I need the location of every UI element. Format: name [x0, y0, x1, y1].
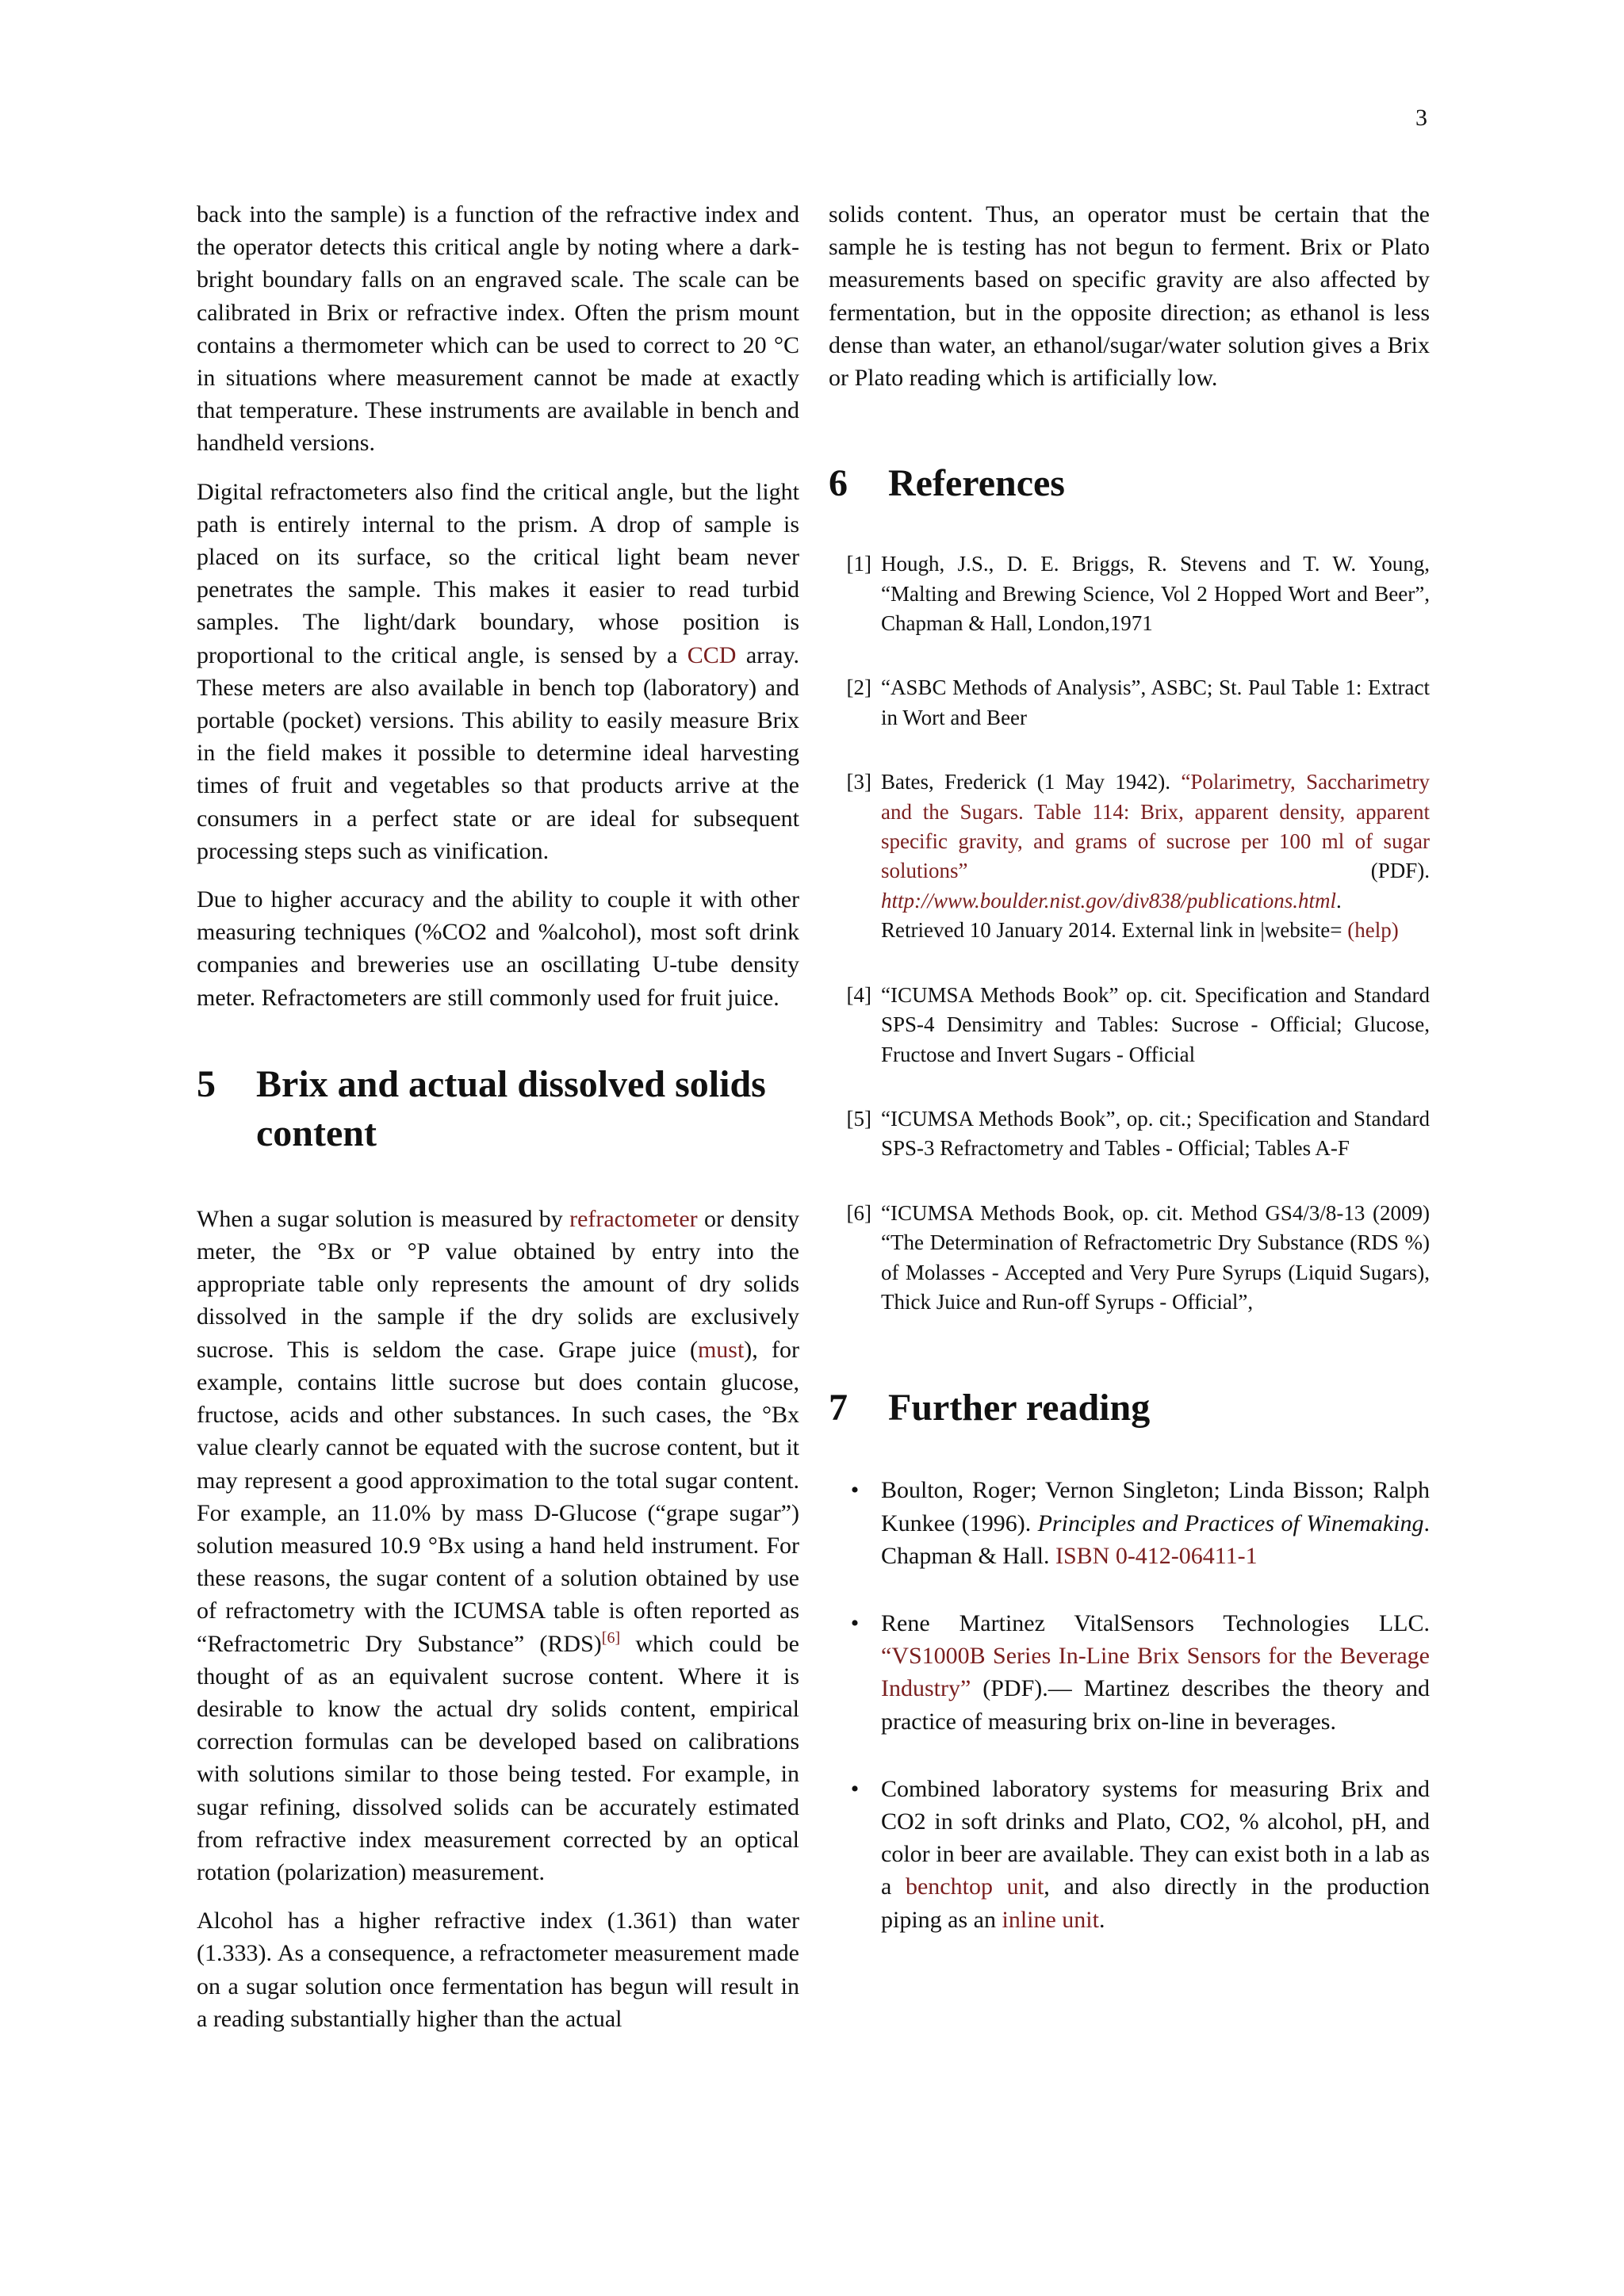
- further-reading-list: [829, 1474, 1430, 1935]
- page-number: 3: [1415, 105, 1427, 131]
- reference-text: Bates, Frederick (1 May 1942). “Polarimetry, Saccharimetry and the Sugars. Table 114: Brix, apparent density, apparent specific gravity, and grams of sucrose per 100 ml of sugar solutions” (PDF). http://www.boulder.nist.gov/div838/publications.html. Retrieved 10 January 2014. External link in |website= (help): [881, 770, 1431, 943]
- section-heading-7: [829, 1383, 1430, 1433]
- bullet-icon: •: [850, 1775, 860, 1802]
- paragraph-fermentation: solids content. Thus, an operator must be certain that the sample he is testing has not begun to ferment. Brix or Plato measurements based on specific gravity are also affected by fermentation, but in the opposite direction; as ethanol is less dense than water, an ethanol/sugar/water solution gives a Brix or Plato reading which is artificially low.: [829, 201, 1430, 392]
- left-column: [197, 198, 799, 2051]
- section-title: References: [888, 462, 1065, 505]
- reference-item: [829, 1199, 1430, 1318]
- reference-number: [1]: [846, 552, 871, 576]
- list-item: • Boulton, Roger; Vernon Singleton; Linda Bisson; Ralph Kunkee (1996). Principles and Practices of Winemaking. Chapman & Hall. ISBN 0-412-06411-1: [829, 1474, 1430, 1572]
- reference-item: [829, 673, 1430, 733]
- reference-number: [2]: [846, 675, 871, 700]
- paragraph-brix-dissolved-solids: When a sugar solution is measured by refractometer or density meter, the °Bx or °P value obtained by entry into the appropriate table only represents the amount of dry solids dissolved in the sample if the dry solids are exclusively sucrose. This is seldom the case. Grape juice (must), for example, contains little sucrose but does contain glucose, fructose, acids and other substances. In such cases, the °Bx value clearly cannot be equated with the sucrose content, but it may represent a good approximation to the total sugar content. For example, an 11.0% by mass D-Glucose (“grape sugar”) solution measured 10.9 °Bx using a hand held instrument. For these reasons, the sugar content of a solution obtained by use of refractometry with the ICUMSA table is often reported as “Refractometric Dry Substance” (RDS)[6] which could be thought of as an equivalent sucrose content. Where it is desirable to know the actual dry solids content, empirical correction formulas can be developed based on calibrations with solutions similar to those being tested. For example, in sugar refining, dissolved solids can be accurately estimated from refractive index measurement corrected by an optical rotation (polarization) measurement.: [197, 1205, 799, 1885]
- refractometer-link[interactable]: refractometer: [569, 1205, 698, 1232]
- reference-number: [4]: [846, 982, 871, 1007]
- section-number: 6: [829, 462, 848, 505]
- paragraph-density-meter: Due to higher accuracy and the ability to couple it with other measuring techniques (%CO2 and %alcohol), most soft drink companies and breweries use an oscillating U-tube density meter. Refractometers are still commonly used for fruit juice.: [197, 886, 799, 1011]
- reference-text: “ICUMSA Methods Book”, op. cit.; Specification and Standard SPS-3 Refractometry and Tables - Official; Tables A-F: [881, 1106, 1430, 1161]
- reference-item: [829, 981, 1430, 1070]
- section-number: 5: [197, 1062, 216, 1105]
- section-number: 7: [829, 1387, 848, 1429]
- vs1000b-link[interactable]: “VS1000B Series In-Line Brix Sensors for the Beverage Industry”: [881, 1643, 1430, 1702]
- nist-website-link[interactable]: http://www.boulder.nist.gov/div838/publications.html: [881, 888, 1337, 913]
- citation-6-link[interactable]: [6]: [601, 1628, 621, 1647]
- inline-unit-link[interactable]: inline unit: [1002, 1906, 1099, 1933]
- benchtop-unit-link[interactable]: benchtop unit: [905, 1873, 1044, 1900]
- reference-text: “ICUMSA Methods Book, op. cit. Method GS4/3/8-13 (2009) “The Determination of Refractometric Dry Substance (RDS %) of Molasses - Accepted and Very Pure Syrups (Liquid Sugars), Thick Juice and Run-off Syrups - Official”,: [881, 1200, 1430, 1314]
- reference-item: [829, 767, 1430, 945]
- polarimetry-link[interactable]: “Polarimetry, Saccharimetry and the Sugars. Table 114: Brix, apparent density, apparent specific gravity, and grams of sucrose per 100 ml of sugar solutions”: [881, 770, 1431, 883]
- reference-text: “ASBC Methods of Analysis”, ASBC; St. Paul Table 1: Extract in Wort and Beer: [881, 675, 1430, 729]
- bullet-icon: •: [850, 1477, 860, 1504]
- paragraph-alcohol-refractive-index: Alcohol has a higher refractive index (1.361) than water (1.333). As a consequence, a refractometer measurement made on a sugar solution once fermentation has begun will result in a reading substantially higher than the actual: [197, 1908, 799, 2032]
- section-heading-6: [829, 459, 1430, 508]
- paragraph-digital-refractometers: Digital refractometers also find the critical angle, but the light path is entirely internal to the prism. A drop of sample is placed on its surface, so the critical light beam never penetrates the sample. This makes it easier to read turbid samples. The light/dark boundary, whose position is proportional to the critical angle, is sensed by a CCD array. These meters are also available in bench top (laboratory) and portable (pocket) versions. This ability to easily measure Brix in the field makes it possible to determine ideal harvesting times of fruit and vegetables so that products arrive at the consumers in a perfect state or are ideal for subsequent processing steps such as vinification.: [197, 478, 799, 864]
- right-column: [829, 198, 1430, 1971]
- section-title: Brix and actual dissolved solids content: [256, 1062, 766, 1154]
- section-title: Further reading: [888, 1387, 1151, 1429]
- bullet-icon: •: [850, 1609, 860, 1636]
- section-heading-5: [197, 1060, 799, 1158]
- list-item: • Combined laboratory systems for measuring Brix and CO2 in soft drinks and Plato, CO2, % alcohol, pH, and color in beer are available. They can exist both in a lab as a benchtop unit, and also directly in the production piping as an inline unit.: [829, 1773, 1430, 1936]
- paragraph-refractometer-scale: back into the sample) is a function of the refractive index and the operator detects this critical angle by noting where a dark-bright boundary falls on an engraved scale. The scale can be calibrated in Brix or refractive index. Often the prism mount contains a thermometer which can be used to correct to 20 °C in situations where measurement cannot be made at exactly that temperature. These instruments are available in bench and handheld versions.: [197, 201, 799, 457]
- isbn-link[interactable]: ISBN 0-412-06411-1: [1055, 1542, 1258, 1569]
- references-list: [829, 549, 1430, 1317]
- reference-text: “ICUMSA Methods Book” op. cit. Specification and Standard SPS-4 Densimitry and Tables: Sucrose - Official; Glucose, Fructose and Invert Sugars - Official: [881, 982, 1430, 1066]
- reference-item: [829, 1104, 1430, 1164]
- reference-number: [3]: [846, 770, 871, 794]
- reference-text: Hough, J.S., D. E. Briggs, R. Stevens and T. W. Young, “Malting and Brewing Science, Vol 2 Hopped Wort and Beer”, Chapman & Hall, London,1971: [881, 552, 1430, 636]
- reference-item: [829, 549, 1430, 638]
- ccd-link[interactable]: CCD: [687, 641, 737, 668]
- list-item: • Rene Martinez VitalSensors Technologies LLC. “VS1000B Series In-Line Brix Sensors for the Beverage Industry” (PDF).— Martinez describes the theory and practice of measuring brix on-line in beverages.: [829, 1607, 1430, 1738]
- help-link[interactable]: (help): [1347, 918, 1399, 943]
- reference-number: [6]: [846, 1200, 871, 1225]
- must-link[interactable]: must: [697, 1336, 745, 1363]
- reference-number: [5]: [846, 1106, 871, 1131]
